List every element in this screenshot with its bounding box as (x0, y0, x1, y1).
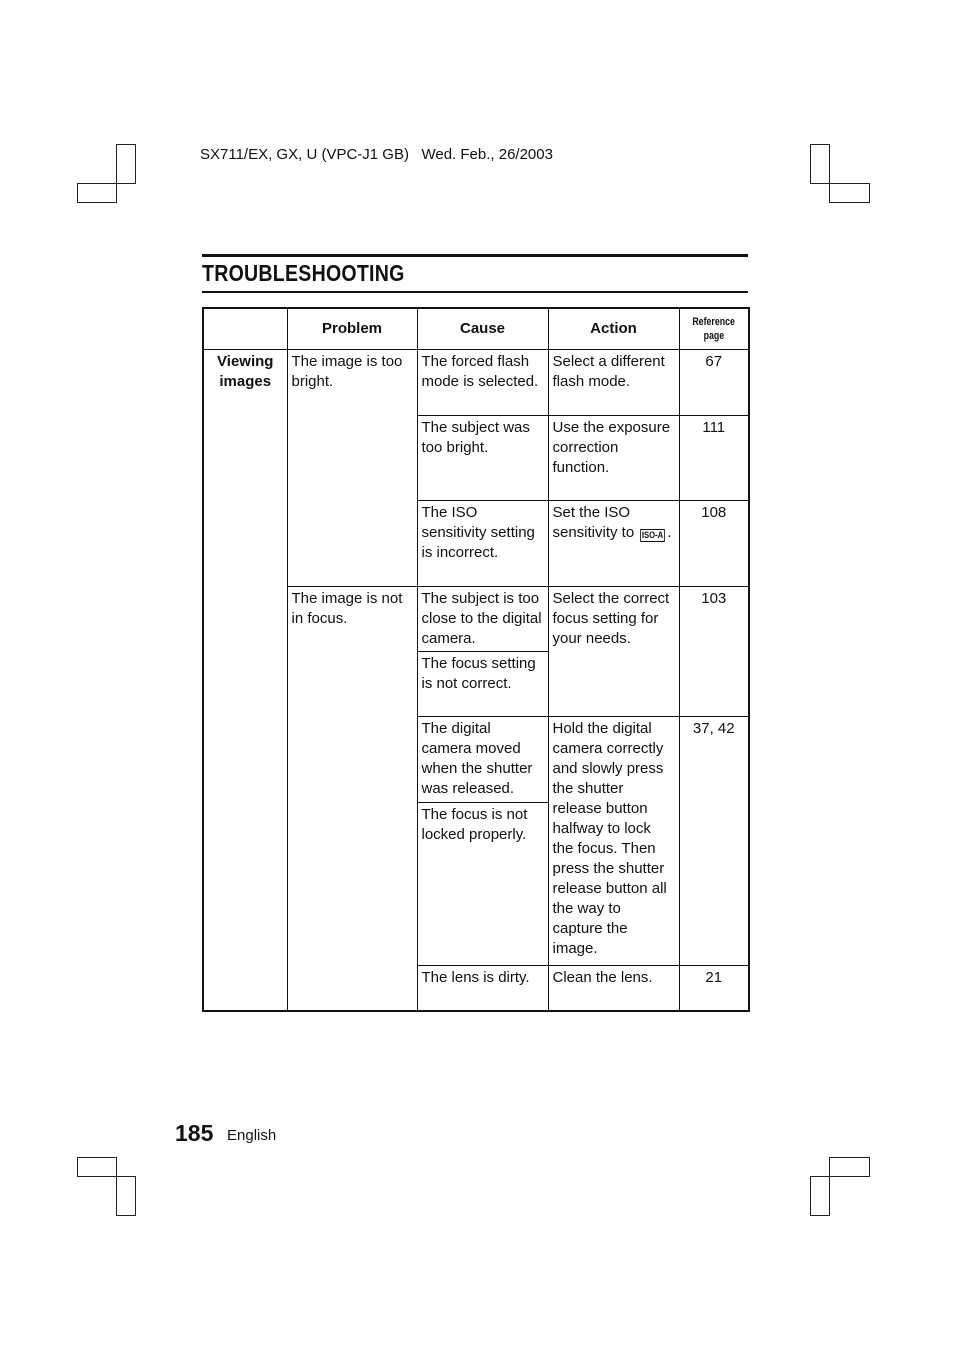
cause-cell: The digital camera moved when the shutter was released. (417, 716, 548, 802)
crop-mark (810, 144, 830, 184)
footer-language: English (227, 1127, 277, 1144)
header-cause: Cause (417, 308, 548, 349)
title-rule-bottom (202, 291, 748, 293)
category-cell: Viewing images (203, 349, 287, 1011)
header-model: SX711/EX, GX, U (VPC-J1 GB) (200, 146, 409, 163)
cause-cell: The ISO sensitivity setting is incorrect. (417, 500, 548, 586)
action-cell: Select the correct focus setting for your needs. (548, 586, 679, 716)
crop-mark (116, 144, 136, 184)
cause-cell: The lens is dirty. (417, 965, 548, 1011)
iso-auto-icon: ISO-A (642, 529, 664, 540)
action-cell: Select a different flash mode. (548, 349, 679, 415)
crop-mark (116, 1176, 136, 1216)
crop-mark (810, 1176, 830, 1216)
cause-cell: The focus setting is not correct. (417, 651, 548, 716)
title-rule-top (202, 254, 748, 257)
crop-mark (77, 183, 117, 203)
reference-cell: 108 (679, 500, 749, 586)
page-title: TROUBLESHOOTING (202, 260, 405, 286)
header-problem: Problem (287, 308, 417, 349)
crop-mark (829, 1157, 870, 1177)
reference-cell: 103 (679, 586, 749, 716)
action-cell: Hold the digital camera correctly and slowly press the shutter release button halfway to lock the focus. Then press the shutter release button all the way to capture the image. (548, 716, 679, 965)
table-row (203, 349, 749, 415)
table-header-row (203, 308, 749, 349)
problem-cell: The image is too bright. (287, 349, 417, 586)
cause-cell: The subject is too close to the digital camera. (417, 586, 548, 651)
cause-cell: The forced flash mode is selected. (417, 349, 548, 415)
crop-mark (77, 1157, 117, 1177)
crop-mark (829, 183, 870, 203)
page-number: 185 (175, 1120, 214, 1146)
header-category (203, 308, 287, 349)
reference-cell: 37, 42 (679, 716, 749, 965)
header-date: Wed. Feb., 26/2003 (421, 146, 553, 163)
reference-cell: 21 (679, 965, 749, 1011)
reference-cell: 67 (679, 349, 749, 415)
reference-cell: 111 (679, 415, 749, 500)
header-action: Action (548, 308, 679, 349)
header-reference-page: Reference page (679, 308, 749, 349)
troubleshooting-table (202, 307, 750, 1012)
action-cell: Set the ISO sensitivity to ISO-A . (548, 500, 679, 586)
action-cell: Use the exposure correction function. (548, 415, 679, 500)
cause-cell: The focus is not locked properly. (417, 802, 548, 965)
problem-cell: The image is not in focus. (287, 586, 417, 1011)
cause-cell: The subject was too bright. (417, 415, 548, 500)
action-cell: Clean the lens. (548, 965, 679, 1011)
print-header (200, 146, 553, 163)
